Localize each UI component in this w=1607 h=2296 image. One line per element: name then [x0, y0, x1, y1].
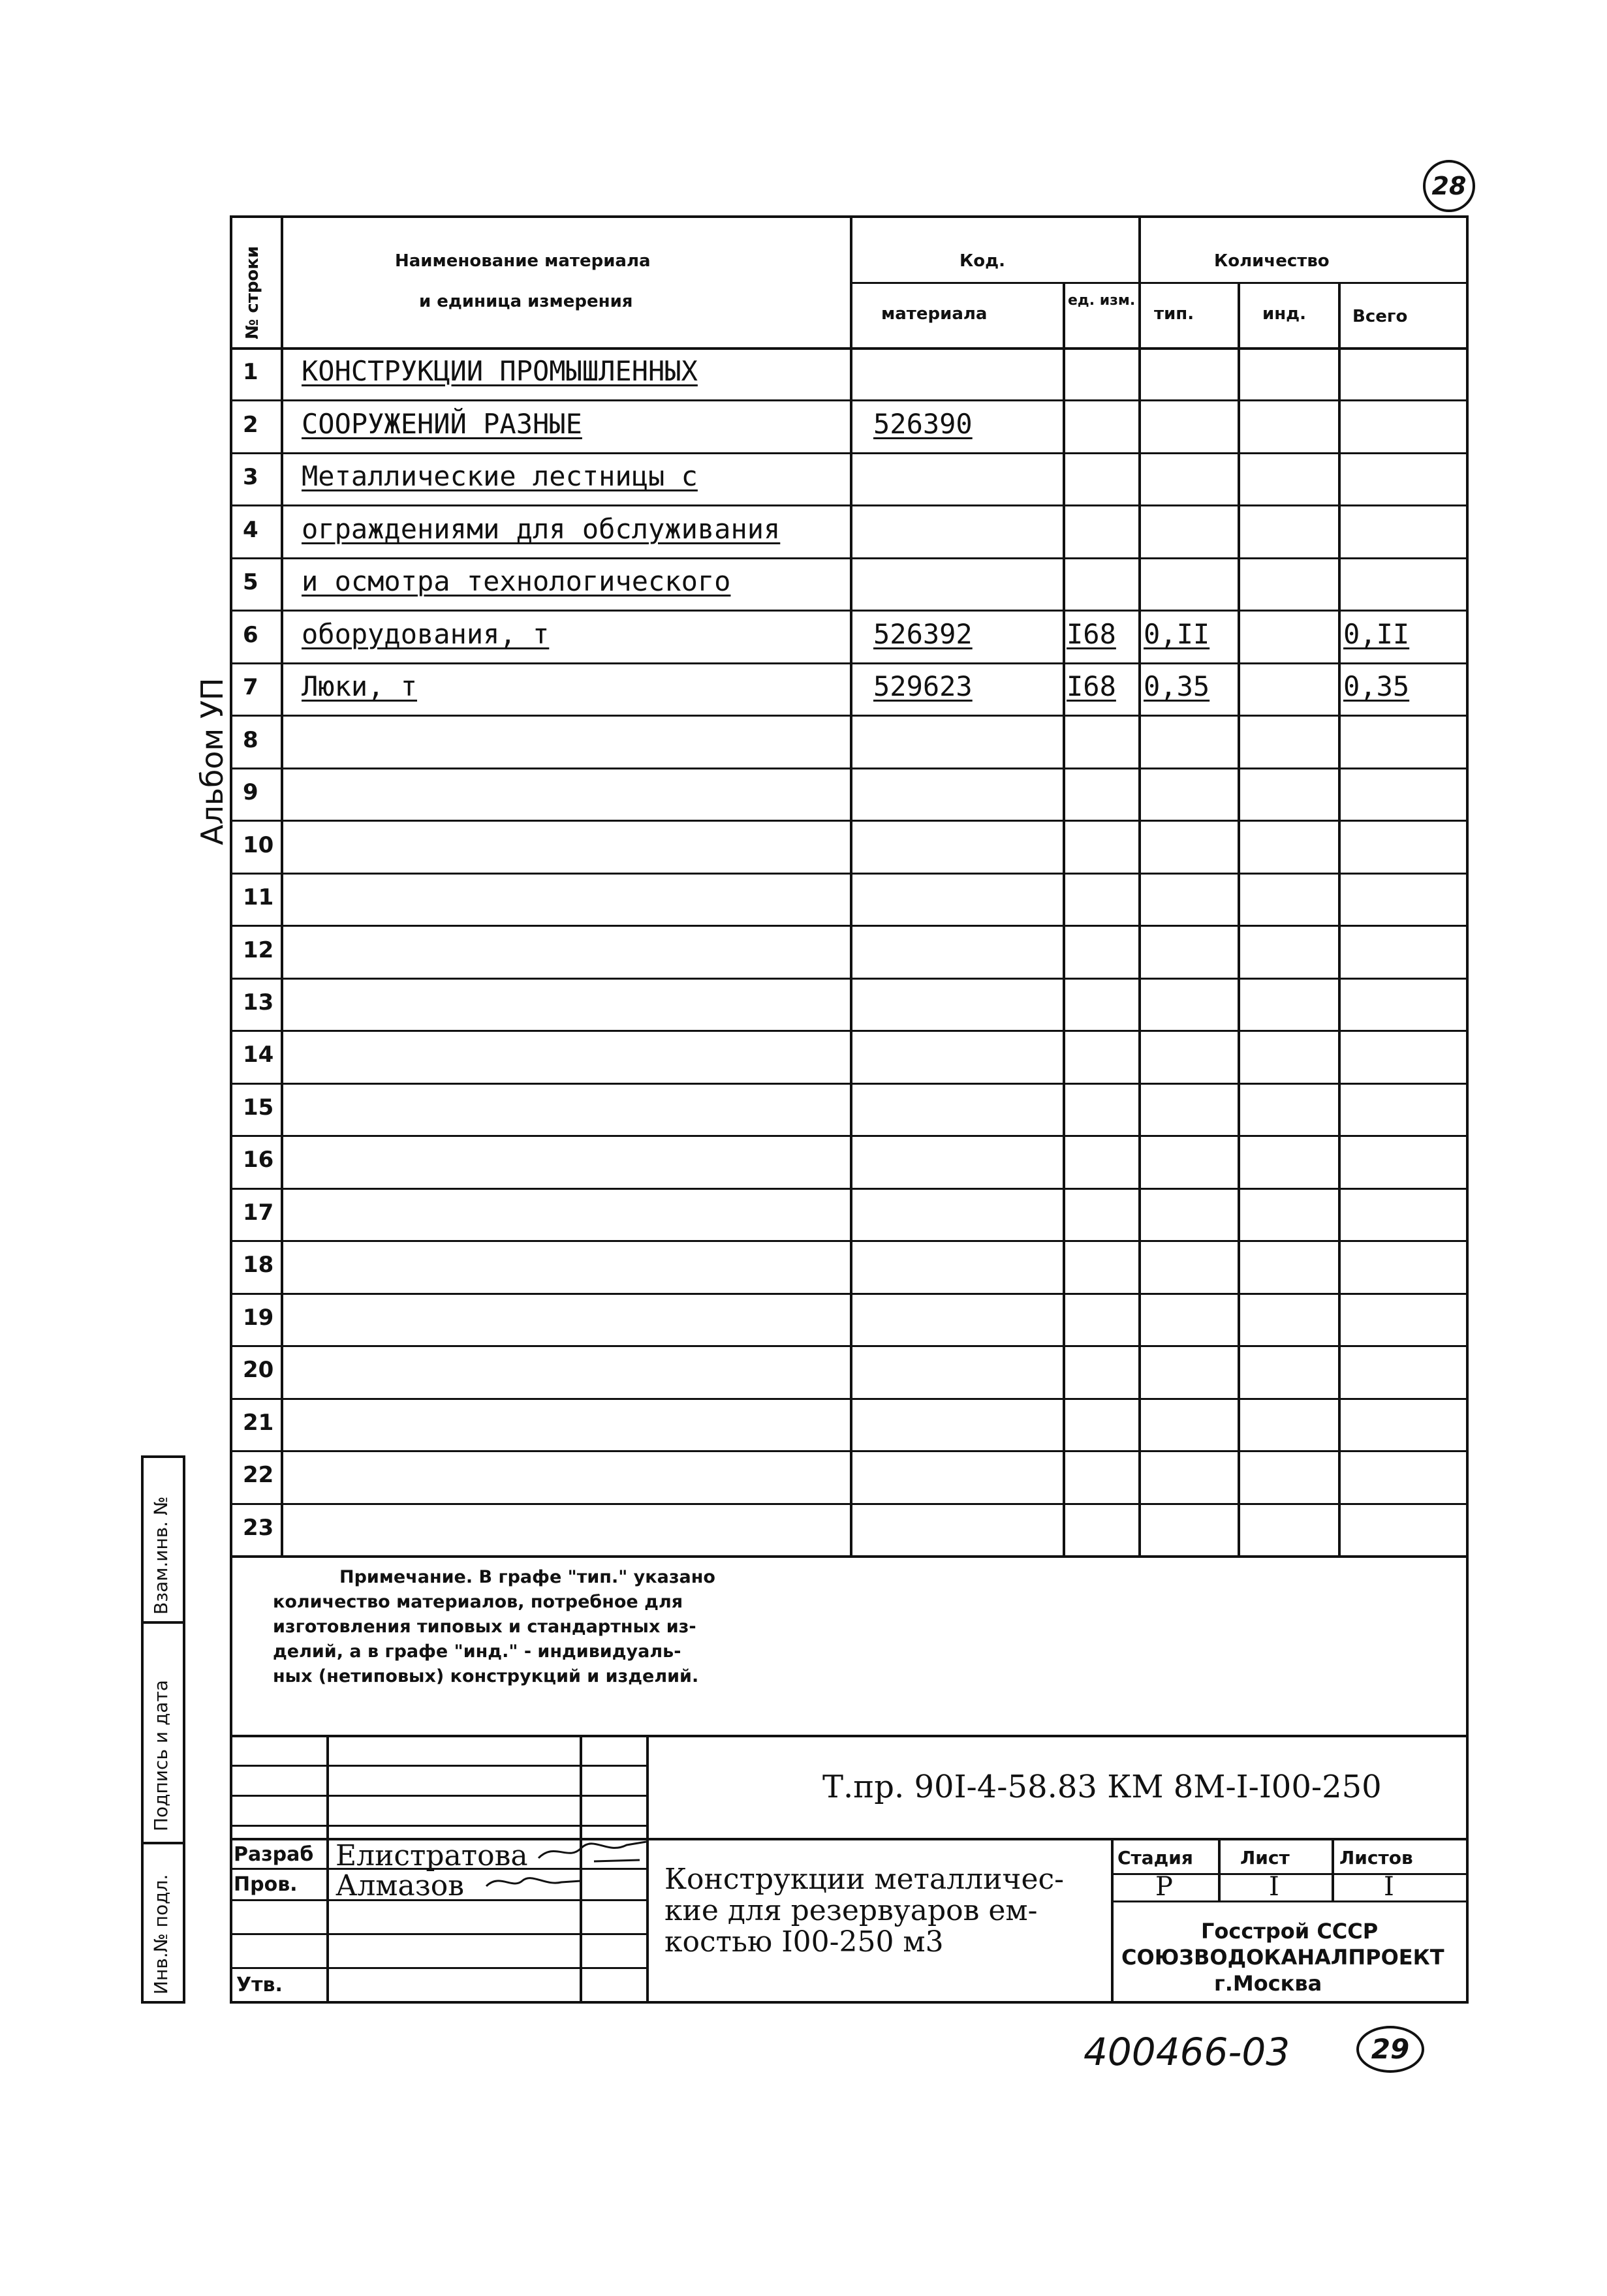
- row-number: 12: [243, 937, 274, 963]
- row-divider: [230, 1240, 1469, 1242]
- album-label: Альбом УП: [195, 677, 230, 845]
- cell-total: 0,35: [1343, 670, 1410, 702]
- row-number: 17: [243, 1200, 274, 1226]
- row-divider: [230, 1188, 1469, 1190]
- row-divider: [230, 399, 1469, 401]
- page-number-bottom: 29: [1356, 2026, 1424, 2073]
- row-divider: [230, 1135, 1469, 1137]
- row-number: 9: [243, 779, 258, 805]
- row-divider: [230, 768, 1469, 769]
- note-line3: изготовления типовых и стандартных из-: [273, 1617, 696, 1637]
- row-divider: [230, 662, 1469, 664]
- cell-unit: I68: [1067, 618, 1116, 650]
- cell-name: и осмотра технологического: [302, 565, 731, 597]
- signature-checked: [483, 1867, 587, 1897]
- note-line4: делий, а в графе "инд." - индивидуаль-: [273, 1641, 681, 1662]
- row-divider: [230, 610, 1469, 612]
- row-divider: [230, 452, 1469, 454]
- signature-developed: [535, 1835, 653, 1868]
- cell-typ: 0,35: [1144, 670, 1210, 702]
- sheet-label: Лист: [1240, 1847, 1290, 1869]
- checked-name: Алмазов: [335, 1869, 464, 1902]
- row-number: 6: [243, 622, 258, 648]
- header-code-unit: ед. изм.: [1068, 292, 1136, 309]
- header-code: Код.: [960, 251, 1005, 271]
- cell-name: ограждениями для обслуживания: [302, 513, 781, 545]
- row-number: 4: [243, 517, 258, 543]
- row-divider: [230, 873, 1469, 875]
- org-line2: СОЮЗВОДОКАНАЛПРОЕКТ: [1121, 1945, 1444, 1970]
- row-number: 15: [243, 1094, 274, 1121]
- row-number: 16: [243, 1147, 274, 1173]
- header-qty-typ: тип.: [1154, 304, 1194, 324]
- developed-name: Елистратова: [335, 1839, 528, 1872]
- row-divider: [230, 1293, 1469, 1295]
- org-line1: Госстрой СССР: [1201, 1919, 1379, 1944]
- row-divider: [230, 978, 1469, 980]
- sheets-label: Листов: [1339, 1847, 1413, 1869]
- row-divider: [230, 715, 1469, 717]
- approved-label: Утв.: [236, 1974, 283, 1996]
- row-number: 7: [243, 674, 258, 700]
- row-divider: [230, 1345, 1469, 1347]
- row-divider: [230, 504, 1469, 506]
- developed-label: Разраб: [234, 1843, 314, 1866]
- row-number: 20: [243, 1357, 274, 1383]
- cell-code: 529623: [873, 670, 973, 702]
- row-number: 3: [243, 464, 258, 490]
- doc-code: Т.пр. 90I-4-58.83 КМ 8М-I-I00-250: [822, 1769, 1382, 1805]
- cell-typ: 0,II: [1144, 618, 1210, 650]
- row-number: 11: [243, 884, 274, 910]
- row-number: 10: [243, 832, 274, 858]
- cell-code: 526390: [873, 408, 973, 440]
- side-sign-date: Подпись и дата: [150, 1680, 172, 1831]
- cell-unit: I68: [1067, 670, 1116, 702]
- header-qty-ind: инд.: [1262, 304, 1307, 324]
- side-inv-orig: Инв.№ подл.: [150, 1874, 172, 1994]
- checked-label: Пров.: [234, 1873, 298, 1896]
- side-inv-replace: Взам.инв. №: [150, 1496, 172, 1615]
- header-row-no: № строки: [243, 245, 262, 339]
- row-number: 2: [243, 412, 258, 438]
- header-quantity: Количество: [1214, 251, 1330, 271]
- row-divider: [230, 820, 1469, 822]
- note-line5: ных (нетиповых) конструкций и изделий.: [273, 1666, 699, 1686]
- header-qty-total: Всего: [1352, 307, 1408, 326]
- cell-total: 0,II: [1343, 618, 1410, 650]
- stage-label: Стадия: [1117, 1847, 1193, 1869]
- row-number: 19: [243, 1305, 274, 1331]
- header-code-material: материала: [881, 304, 988, 324]
- note-line2: количество материалов, потребное для: [273, 1592, 683, 1612]
- title-line2: кие для резервуаров ем-: [664, 1894, 1038, 1927]
- cell-name: Металлические лестницы с: [302, 460, 698, 492]
- row-number: 22: [243, 1462, 274, 1488]
- row-number: 13: [243, 989, 274, 1016]
- row-divider: [230, 557, 1469, 559]
- row-number: 14: [243, 1042, 274, 1068]
- title-line1: Конструкции металличес-: [664, 1863, 1065, 1896]
- row-divider: [230, 925, 1469, 927]
- note-line1: Примечание. В графе "тип." указано: [339, 1567, 715, 1587]
- sheet-value: I: [1269, 1872, 1279, 1902]
- title-line3: костью I00-250 м3: [664, 1925, 944, 1959]
- row-divider: [230, 1503, 1469, 1505]
- row-number: 1: [243, 359, 258, 385]
- cell-name: Люки, т: [302, 670, 418, 702]
- inventory-number: 400466-03: [1084, 2030, 1290, 2074]
- row-number: 23: [243, 1515, 274, 1541]
- org-line3: г.Москва: [1214, 1971, 1322, 1996]
- page-number-top: 28: [1423, 160, 1475, 212]
- row-number: 18: [243, 1252, 274, 1278]
- row-divider: [230, 1030, 1469, 1032]
- row-divider: [230, 1083, 1469, 1085]
- header-name-line1: Наименование материала: [395, 251, 651, 271]
- row-number: 5: [243, 569, 258, 595]
- stage-value: Р: [1155, 1872, 1173, 1902]
- cell-name: оборудования, т: [302, 618, 550, 650]
- header-name-line2: и единица измерения: [419, 292, 633, 311]
- cell-code: 526392: [873, 618, 973, 650]
- row-divider: [230, 1398, 1469, 1400]
- cell-name: КОНСТРУКЦИИ ПРОМЫШЛЕННЫХ: [302, 355, 698, 387]
- sheets-value: I: [1384, 1872, 1394, 1902]
- row-number: 21: [243, 1410, 274, 1436]
- cell-name: СООРУЖЕНИЙ РАЗНЫЕ: [302, 408, 582, 440]
- row-divider: [230, 1450, 1469, 1452]
- row-number: 8: [243, 727, 258, 753]
